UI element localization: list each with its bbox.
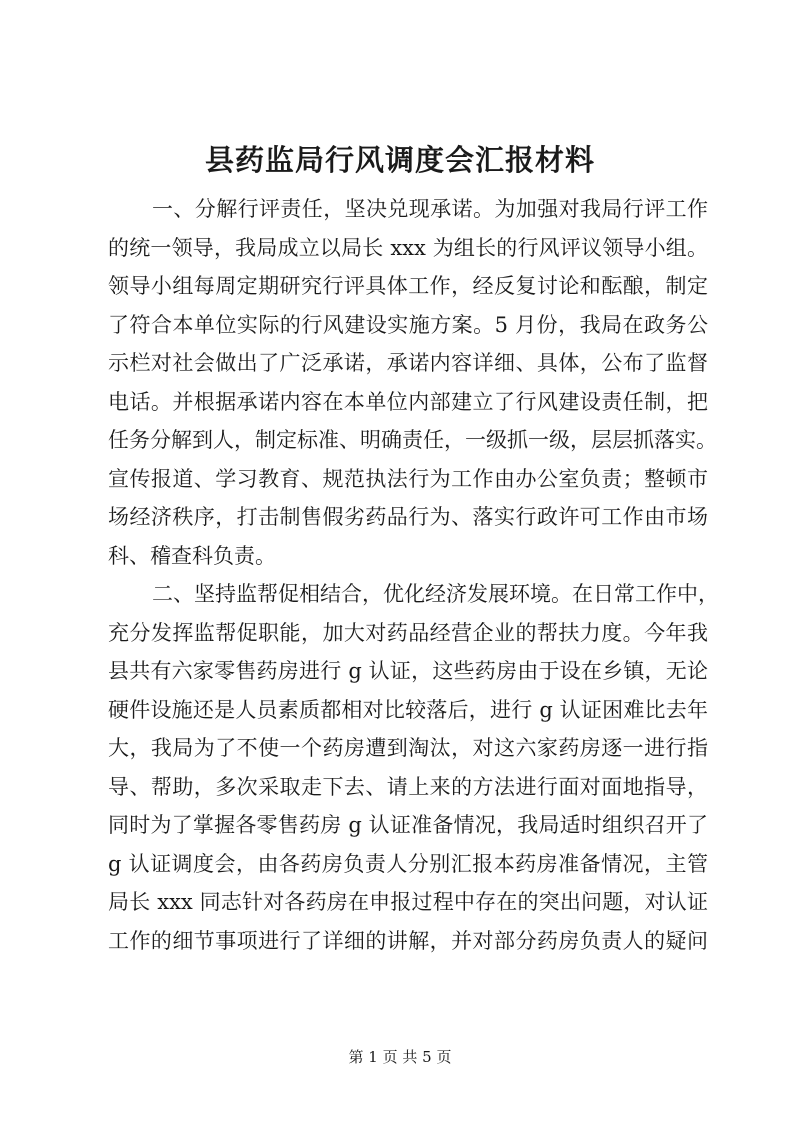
page-number-footer: 第 1 页 共 5 页 [348,1048,452,1066]
paragraph-2-line-6: 导、帮助，多次采取走下去、请上来的方法进行面对面地指导， [108,774,708,799]
paragraph-1-line-8: 宣传报道、学习教育、规范执法行为工作由办公室负责；整顿市 [108,466,708,491]
page-title: 县药监局行风调度会汇报材料 [204,143,595,177]
document-body [108,190,719,960]
paragraph-2-line-3: 县共有六家零售药房进行 g 认证，这些药房由于设在乡镇，无论 [108,659,708,683]
paragraph-1-line-6: 电话。并根据承诺内容在本单位内部建立了行风建设责任制，把 [108,389,708,414]
paragraph-1-line-2: 的统一领导，我局成立以局长 xxx 为组长的行风评议领导小组。 [108,235,708,260]
paragraph-2-line-5: 大，我局为了不使一个药房遭到淘汰，对这六家药房逐一进行指 [108,736,708,760]
paragraph-1-line-7: 任务分解到人，制定标准、明确责任，一级抓一级，层层抓落实。 [108,428,717,452]
paragraph-2-line-4: 硬件设施还是人员素质都相对比较落后，进行 g 认证困难比去年 [108,697,708,722]
paragraph-2-line-10: 工作的细节事项进行了详细的讲解，并对部分药房负责人的疑问 [108,928,708,953]
paragraph-2-line-1: 二、坚持监帮促相结合，优化经济发展环境。在日常工作中， [152,582,719,606]
paragraph-1-line-9: 场经济秩序，打击制售假劣药品行为、落实行政许可工作由市场 [108,505,708,529]
paragraph-1-line-1: 一、分解行评责任，坚决兑现承诺。为加强对我局行评工作 [152,197,708,221]
paragraph-1-line-5: 示栏对社会做出了广泛承诺，承诺内容详细、具体，公布了监督 [108,351,708,375]
paragraph-1-line-3: 领导小组每周定期研究行评具体工作，经反复讨论和酝酿，制定 [108,274,708,298]
paragraph-1-line-10: 科、稽查科负责。 [108,543,276,568]
paragraph-2-line-8: g 认证调度会，由各药房负责人分别汇报本药房准备情况，主管 [108,851,708,876]
paragraph-2-line-2: 充分发挥监帮促职能，加大对药品经营企业的帮扶力度。今年我 [108,620,708,645]
paragraph-2-line-9: 局长 xxx 同志针对各药房在申报过程中存在的突出问题，对认证 [108,890,708,914]
paragraph-1-line-4: 了符合本单位实际的行风建设实施方案。5 月份，我局在政务公 [108,312,708,337]
paragraph-2-line-7: 同时为了掌握各零售药房 g 认证准备情况，我局适时组织召开了 [108,813,708,837]
